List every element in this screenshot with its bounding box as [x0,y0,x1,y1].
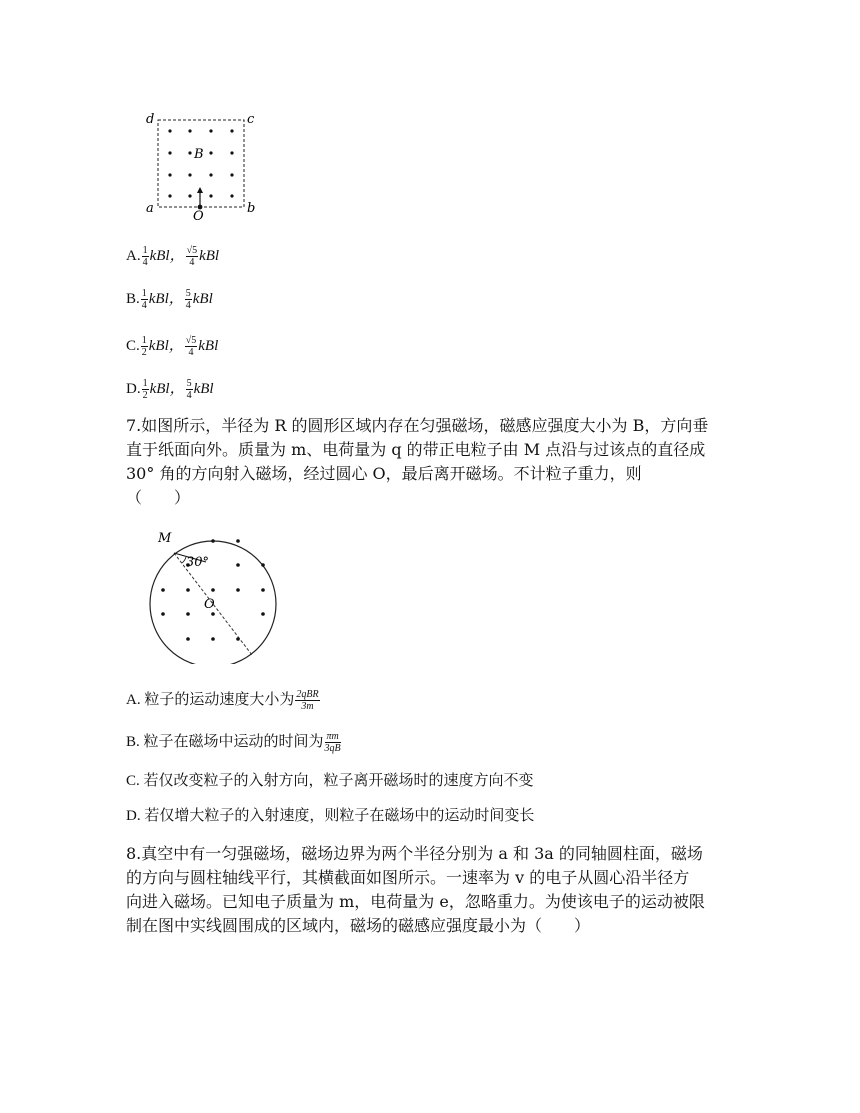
corner-d-label: d [146,112,155,127]
corner-b-label: b [247,201,256,216]
q6-option-b[interactable]: B. $\frac{1}{4}$ kBl， $\frac{5}{4}$ kBl [126,288,213,311]
center-o-label: O [204,597,215,612]
corner-c-label: c [247,112,255,127]
square-field-figure [140,108,270,223]
point-m-label: M [158,531,172,546]
corner-a-label: a [146,201,154,216]
field-b-label: B [194,147,204,162]
q6-option-c[interactable]: C. $\frac{1}{2}$ kBl， $\frac{√5}{4}$ kBl [126,335,219,358]
q6-option-d[interactable]: D. $\frac{1}{2}$ kBl， $\frac{5}{4}$ kBl [126,378,214,401]
q6-option-a[interactable]: A. $\frac{1}{4}$ kBl， $\frac{√5}{4}$ kBl [126,245,220,268]
origin-o-label: O [193,209,204,223]
q7-option-a[interactable]: A. 粒子的运动速度大小为 $\frac{\text{2qBR}}{3m}$ [126,689,319,712]
q7-option-b[interactable]: B. 粒子在磁场中运动的时间为 $\frac{\pi m}{3qB}$ [126,731,341,754]
q7-option-d[interactable]: D. 若仅增大粒子的入射速度，则粒子在磁场中的运动时间变长 [126,808,535,824]
q7-option-c[interactable]: C. 若仅改变粒子的入射方向，粒子离开磁场时的速度方向不变 [126,773,534,789]
q8-stem: 8.真空中有一匀强磁场，磁场边界为两个半径分别为 a 和 3a 的同轴圆柱面，磁场 的方向与圆柱轴线平行，其横截面如图所示。一速率为 v 的电子从圆心沿半径方 向进入磁场。已知电子质量为 m，电荷量为 e，忽略重力。为使该电子的运动被限 制在图中实线圆围成的区域内，磁场的磁感应强度最小为（ ） [126,844,705,935]
q7-stem: 7.如图所示，半径为 R 的圆形区域内存在匀强磁场，磁感应强度大小为 B，方向垂 直于纸面向外。质量为 m、电荷量为 q 的带正电粒子由 M 点沿与过该点的直径成 30° 角的方向射入磁场，经过圆心 O，最后离开磁场。不计粒子重力，则 （ ） [126,416,709,507]
angle-30-label: 30° [186,555,210,570]
circle-field-figure [146,524,286,664]
